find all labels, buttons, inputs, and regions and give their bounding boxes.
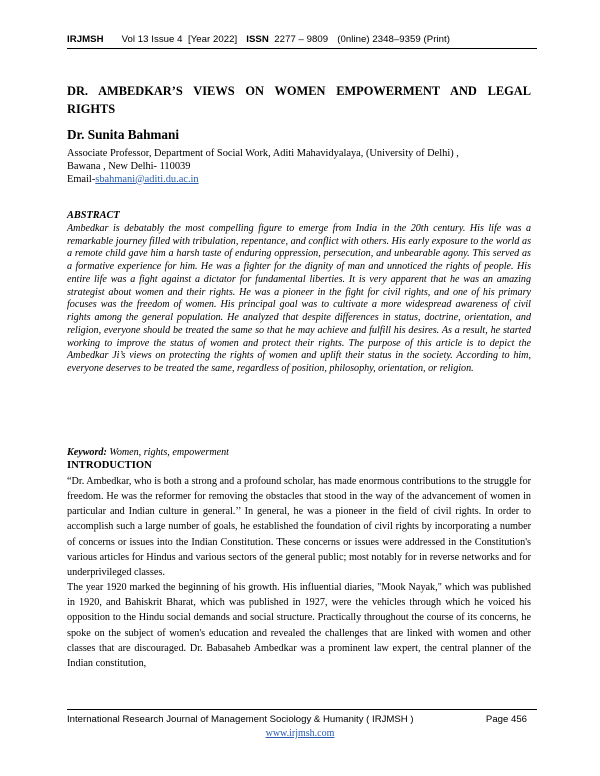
title-line-1: DR. AMBEDKAR’S VIEWS ON WOMEN EMPOWERMENT AND LEGAL [67,84,531,98]
title-line-2: RIGHTS [67,102,116,116]
introduction-paragraph-1: “Dr. Ambedkar, who is both a strong and a profound scholar, has made enormous contributions to the struggle for freedom. He was the reformer for removing the obstacles that stood in the way of the advancement of women in particular and Indian culture in general.’’ In general, he was a pioneer in the field of civil rights. In order to accomplish such a large number of goals, he established the foundation of civil rights by incorporating a number of concerns or issues into the Indian Constitution. These concerns or issues were addressed in the Constitution's various articles for Hindus and various sectors of the general public; most notably for in reverse networks and for underprivileged classes. [67,476,531,578]
abstract-heading: ABSTRACT [67,210,120,221]
article-title [67,82,531,118]
abstract-text: Ambedkar is debatably the most compelling figure to emerge from India in the 20th century. His life was a remarkable journey filled with tribulation, repentance, and conflict with others. His early exposure to the world as a remote child gave him a harsh taste of enduring oppression, persecution, and unbearable agony. This served as a formative experience for him. He was a fighter for the dignity of man and unnoticed the rights of people. His entire life was a fight against a dictator for fundamental liberties. It is very apparent that he was an amazing strategist about women and their rights. He was a pioneer in the fight for civil rights, and one of his primary focuses was the freedom of women. His principal goal was to cultivate a more widespread awareness of civil rights among the general population. He analyzed that despite differences in status, doctrine, orientation, and religion, everyone should be treated the same so that he may achieve and fulfill his desires. As a result, he started working to improve the status of women and protect their rights. The purpose of this article is to depict the Ambedkar Ji’s views on protecting the rights of women and uplift their status in the society. According to him, everyone deserves to be treated the same, regardless of position, philosophy, orientation, or religion. [67,222,531,374]
email-line [67,174,537,187]
journal-website-link[interactable]: www.irjmsh.com [265,728,335,739]
keywords [67,447,531,458]
introduction-heading: INTRODUCTION [67,460,152,471]
issn-online-print: (0nline) 2348–9359 (Print) [337,34,450,45]
issn-number: 2277 – 9809 [274,34,329,45]
header-rule [67,48,537,49]
volume-issue: Vol 13 Issue 4 [121,34,183,45]
introduction-body [67,474,531,671]
abstract-section [67,210,531,376]
footer-journal-name: International Research Journal of Management Sociology & Humanity ( IRJMSH ) [67,714,414,725]
journal-abbreviation: IRJMSH [67,34,104,45]
running-footer [67,714,537,725]
running-header [67,34,537,45]
affiliation-line-2: Bawana , New Delhi- 110039 [67,160,191,172]
year: [Year 2022] [187,34,238,45]
author-affiliation [67,148,537,186]
author-name: Dr. Sunita Bahmani [67,127,180,142]
footer-rule [67,709,537,710]
issn-label: ISSN [246,34,269,45]
keywords-text: Women, rights, empowerment [106,447,229,458]
introduction-paragraph-2: The year 1920 marked the beginning of his growth. His influential diaries, "Mook Nayak," which was published in 1920, and Bahiskrit Bharat, which was published in 1927, were the vehicles through which he voiced his opposition to the Hindu social demands and social structure. Practically throughout the course of its concerns, he spoke on the subject of women's education and revealed the challenges that are linked with women and other classes that are discouraged. Dr. Babasaheb Ambedkar was a prominent law expert, the central planner of the Indian constitution, [67,582,531,669]
email-label: Email- [67,173,96,185]
page-number: Page 456 [485,714,527,725]
affiliation-line-1: Associate Professor, Department of Social Work, Aditi Mahavidyalaya, (University of Delhi) , [67,148,459,159]
keywords-label: Keyword: [67,447,107,458]
email-link[interactable]: sbahmani@aditi.du.ac.in [95,173,199,185]
